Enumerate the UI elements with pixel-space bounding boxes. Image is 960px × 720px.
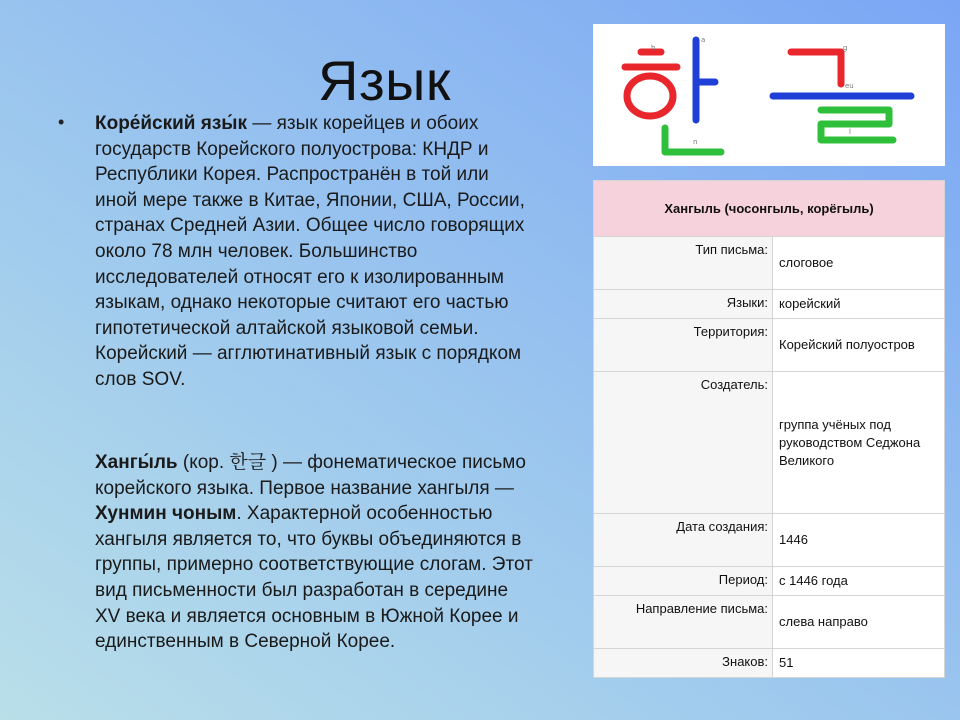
hieut-jamo: [625, 52, 677, 116]
infobox-value-languages: корейский: [773, 290, 945, 319]
infobox-label-territory: Территория:: [594, 319, 773, 372]
hangul-infobox: [593, 180, 945, 678]
hangul-logo-svg: [593, 24, 945, 166]
infobox-value-territory: Корейский полуостров: [773, 319, 945, 372]
infobox-value-direction: слева направо: [773, 596, 945, 649]
svg-text:eu: eu: [845, 82, 854, 90]
infobox-header: Хангыль (чосонгыль, корёгыль): [594, 181, 945, 237]
bullet-marker: •: [58, 112, 65, 132]
svg-text:n: n: [693, 138, 698, 146]
infobox-value-creation-date: 1446: [773, 514, 945, 567]
paragraph-2-text-a: (кор. 한글 ) — фонематическое письмо корейского языка. Первое название хангыля —: [95, 452, 526, 499]
svg-text:a: a: [701, 36, 706, 44]
slide-title: Язык: [318, 49, 451, 112]
infobox-value-glyph-count: 51: [773, 649, 945, 678]
infobox-label-creator: Создатель:: [594, 372, 773, 514]
svg-text:l: l: [849, 128, 851, 136]
hangul-logo-image: [593, 24, 945, 166]
rieul-jamo: [821, 110, 893, 140]
term-korean-language: Коре́йский язы́к: [95, 113, 248, 134]
infobox-value-script-type: слоговое: [773, 237, 945, 290]
svg-text:h: h: [651, 44, 656, 52]
paragraph-hangul: [95, 450, 535, 655]
infobox-label-period: Период:: [594, 567, 773, 596]
infobox-value-period: с 1446 года: [773, 567, 945, 596]
giyeok-jamo: [791, 52, 841, 84]
infobox-label-glyph-count: Знаков:: [594, 649, 773, 678]
infobox-label-direction: Направление письма:: [594, 596, 773, 649]
term-hunmin-jeongeum: Хунмин чоным: [95, 503, 237, 525]
svg-text:g: g: [843, 44, 848, 52]
paragraph-2-text-b: . Характерной особенностью хангыля является то, что буквы объединяются в группы, примерно соответствующие слогам. Этот вид письменности был разработан в середине XV века и является основным в Южной Корее и единственным в Северной Корее.: [95, 503, 533, 653]
term-hangul: Хангы́ль: [95, 452, 178, 473]
infobox-label-creation-date: Дата создания:: [594, 514, 773, 567]
a-jamo: [696, 40, 715, 120]
infobox-value-creator: группа учёных под руководством Седжона Великого: [773, 372, 945, 514]
paragraph-1-text: — язык корейцев и обоих государств Корейского полуострова: КНДР и Республики Корея. Распространён в той или иной мере также в Китае, Японии, США, России, странах Средней Азии. Общее число говорящих около 78 млн человек. Большинство исследователей относят его к изолированным языкам, однако некоторые считают его частью гипотетической алтайской языковой семьи. Корейский — агглютинативный язык с порядком слов SOV.: [95, 113, 525, 390]
paragraph-korean-language: [95, 111, 535, 393]
infobox-label-script-type: Тип письма:: [594, 237, 773, 290]
infobox-label-languages: Языки:: [594, 290, 773, 319]
